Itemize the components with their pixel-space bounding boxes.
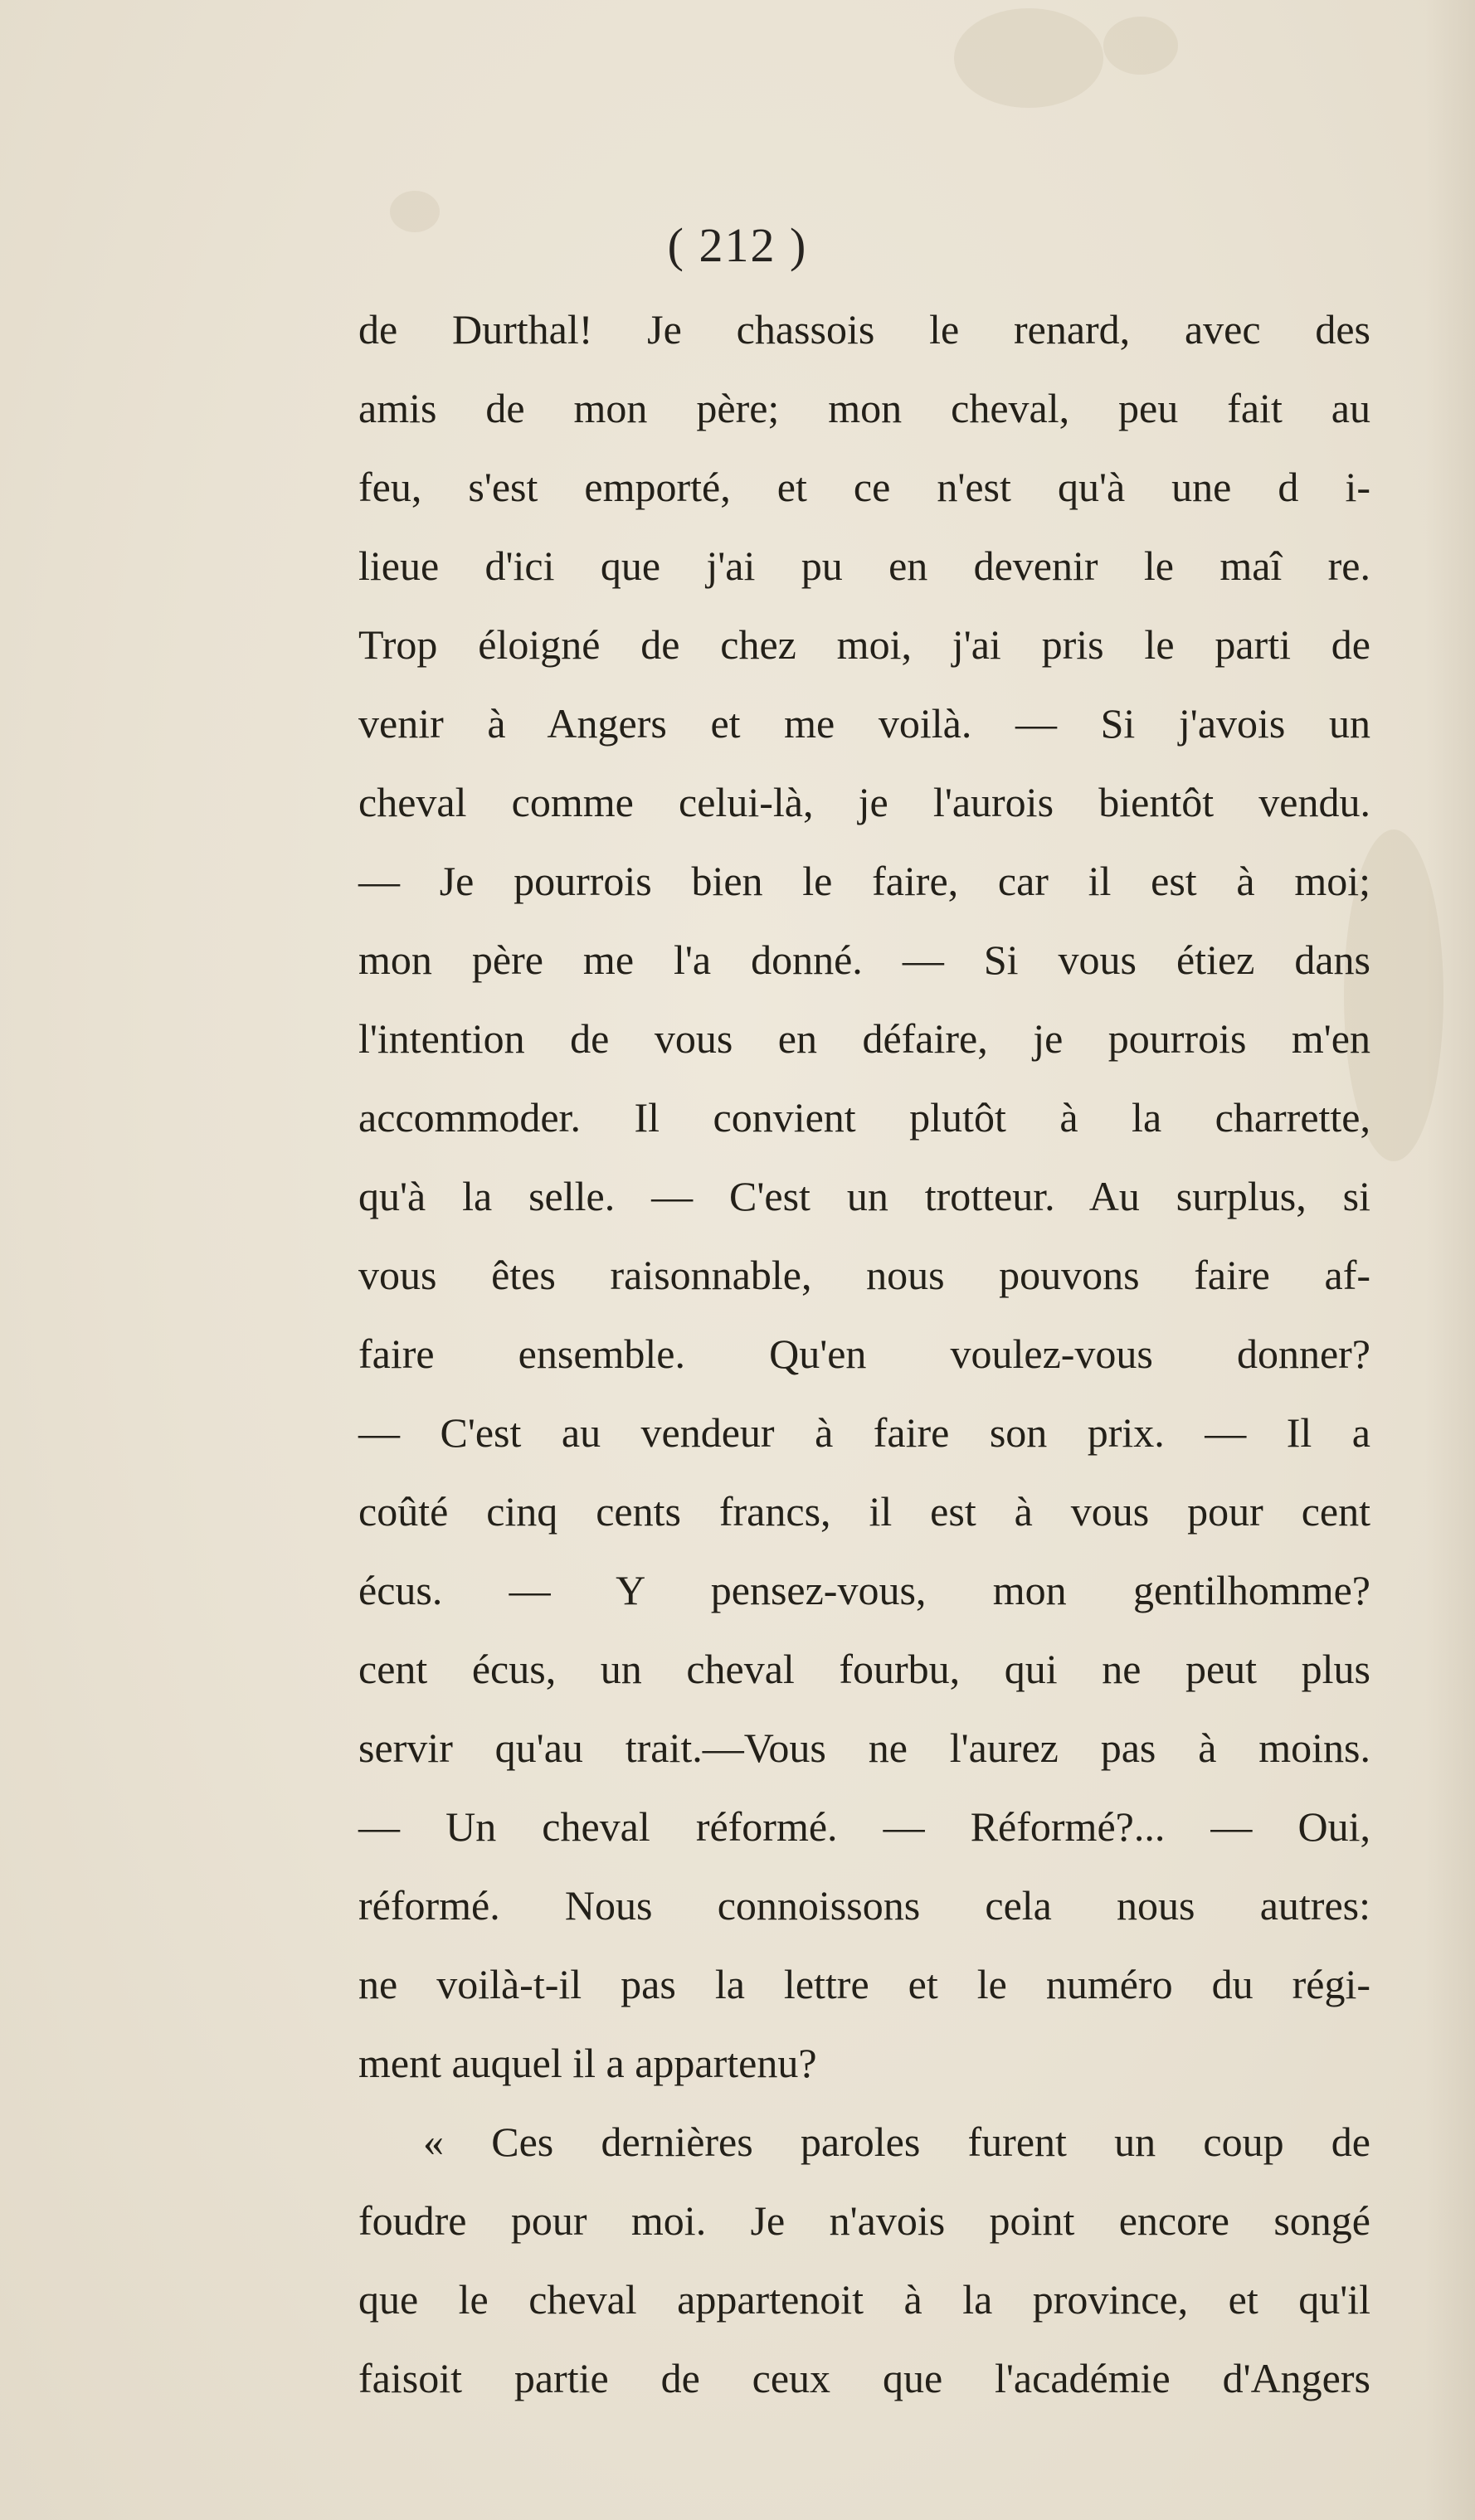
text-line: foudre pour moi. Je n'avois point encore songé xyxy=(358,2197,1370,2244)
text-line: écus. — Y pensez-vous, mon gentilhomme? xyxy=(358,1567,1370,1613)
body-text xyxy=(358,290,1370,2418)
text-line: vous êtes raisonnable, nous pouvons faire af- xyxy=(358,1252,1370,1298)
text-line: ne voilà-t-il pas la lettre et le numéro du régi- xyxy=(358,1961,1370,2007)
text-line: cent écus, un cheval fourbu, qui ne peut plus xyxy=(358,1646,1370,1692)
text-line: de Durthal! Je chassois le renard, avec des xyxy=(358,306,1370,353)
text-line: coûté cinq cents francs, il est à vous pour cent xyxy=(358,1488,1370,1535)
text-line: accommoder. Il convient plutôt à la charrette, xyxy=(358,1094,1370,1141)
text-line: Trop éloigné de chez moi, j'ai pris le parti de xyxy=(358,621,1370,668)
text-line: cheval comme celui-là, je l'aurois bientôt vendu. xyxy=(358,779,1370,825)
text-line: faisoit partie de ceux que l'académie d'Angers xyxy=(358,2355,1370,2401)
text-line: « Ces dernières paroles furent un coup de xyxy=(423,2119,1370,2165)
text-line: — C'est au vendeur à faire son prix. — Il a xyxy=(358,1409,1370,1456)
text-line: — Un cheval réformé. — Réformé?... — Oui, xyxy=(358,1803,1370,1850)
text-line: — Je pourrois bien le faire, car il est à moi; xyxy=(358,858,1370,904)
text-line: servir qu'au trait.—Vous ne l'aurez pas à moins. xyxy=(358,1725,1370,1771)
text-line: feu, s'est emporté, et ce n'est qu'à une d i- xyxy=(358,464,1370,510)
paper-stain xyxy=(954,8,1103,108)
text-line: venir à Angers et me voilà. — Si j'avois un xyxy=(358,700,1370,747)
text-line: amis de mon père; mon cheval, peu fait au xyxy=(358,385,1370,431)
page-edge-shadow xyxy=(1425,0,1475,2520)
text-line: réformé. Nous connoissons cela nous autres: xyxy=(358,1882,1370,1929)
text-line: qu'à la selle. — C'est un trotteur. Au surplus, si xyxy=(358,1173,1370,1219)
text-line: lieue d'ici que j'ai pu en devenir le maî re. xyxy=(358,542,1370,589)
paper-stain xyxy=(1103,17,1178,75)
text-line: l'intention de vous en défaire, je pourrois m'en xyxy=(358,1015,1370,1062)
text-line: ment auquel il a appartenu? xyxy=(358,2040,817,2086)
text-line: faire ensemble. Qu'en voulez-vous donner? xyxy=(358,1331,1370,1377)
page-number: ( 212 ) xyxy=(667,218,808,272)
text-line: que le cheval appartenoit à la province, et qu'il xyxy=(358,2276,1370,2323)
text-line: mon père me l'a donné. — Si vous étiez dans xyxy=(358,936,1370,983)
